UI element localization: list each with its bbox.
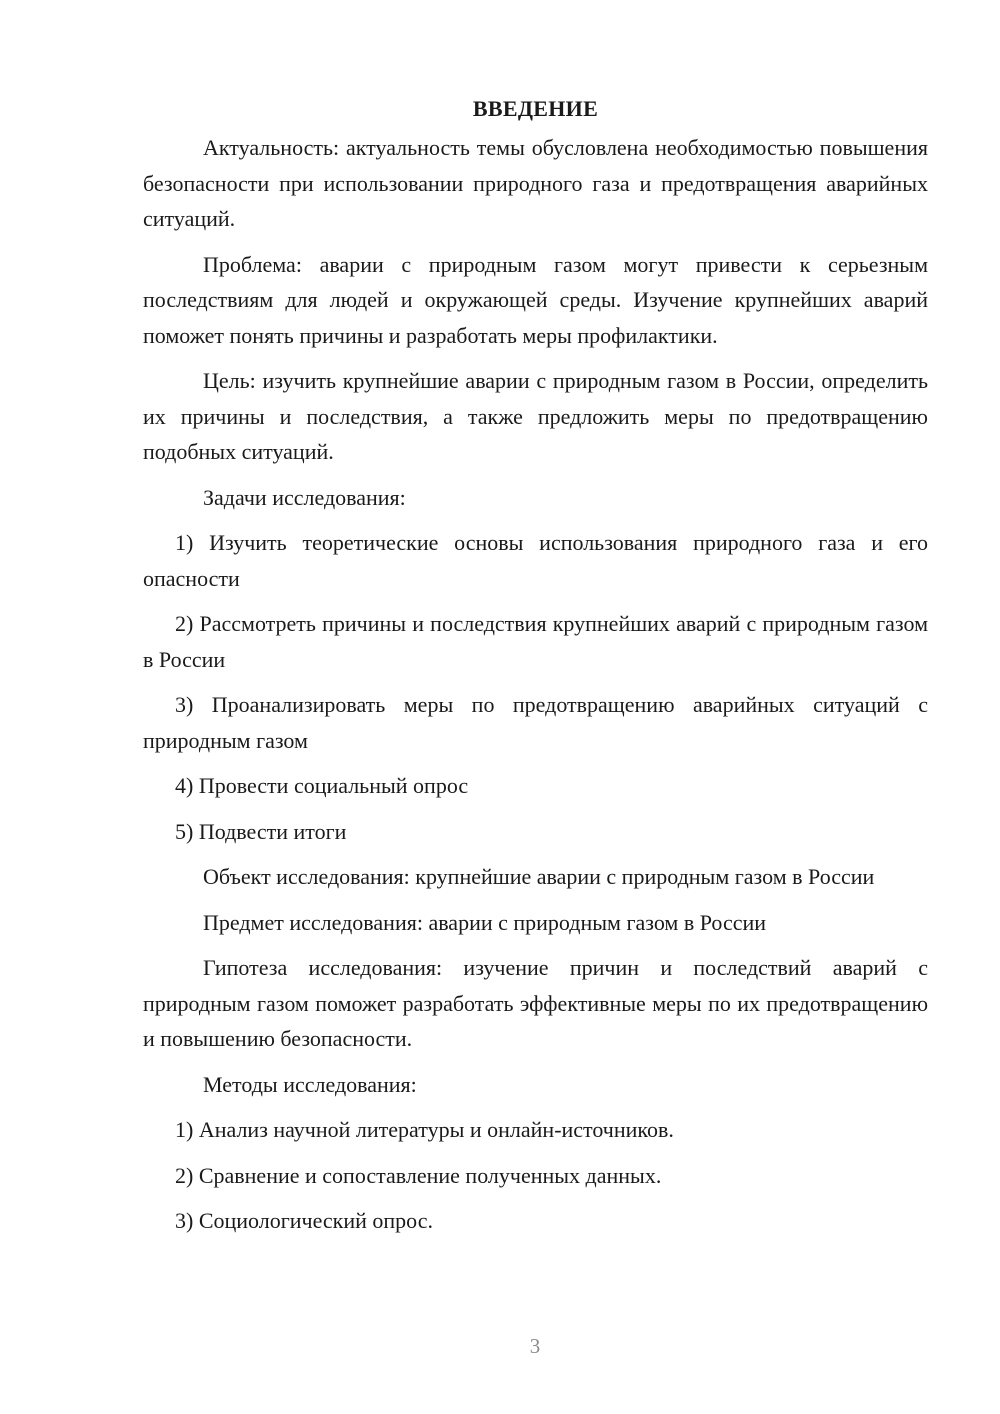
methods-heading: Методы исследования: (203, 1071, 417, 1097)
task-item: 4) Провести социальный опрос (175, 773, 469, 798)
object-paragraph: Объект исследования: крупнейшие аварии с природным газом в России (203, 864, 875, 889)
document-page (143, 92, 928, 1249)
method-item: 3) Социологический опрос. (175, 1208, 433, 1233)
tasks-heading: Задачи исследования: (203, 484, 406, 510)
task-item: 2) Рассмотреть причины и последствия крупнейших аварий с природным газом в России (143, 611, 928, 672)
page-number: 3 (529, 1334, 541, 1358)
page-title: ВВЕДЕНИЕ (472, 96, 599, 121)
goal-paragraph: Цель: изучить крупнейшие аварии с природным газом в России, определить их причины и последствия, а также предложить меры по предотвращению подобных ситуаций. (143, 368, 928, 464)
task-item: 5) Подвести итоги (175, 818, 347, 844)
task-item: 3) Проанализировать меры по предотвращению аварийных ситуаций с природным газом (143, 692, 928, 753)
relevance-paragraph: Актуальность: актуальность темы обусловлена необходимостью повышения безопасности при использовании природного газа и предотвращения аварийных ситуаций. (143, 135, 928, 231)
hypothesis-paragraph: Гипотеза исследования: изучение причин и последствий аварий с природным газом поможет разработать эффективные меры по их предотвращению и повышению безопасности. (143, 955, 928, 1051)
method-item: 2) Сравнение и сопоставление полученных данных. (175, 1162, 662, 1188)
method-item: 1) Анализ научной литературы и онлайн-источников. (175, 1117, 674, 1142)
subject-paragraph: Предмет исследования: аварии с природным газом в России (203, 909, 767, 935)
problem-paragraph: Проблема: аварии с природным газом могут привести к серьезным последствиям для людей и окружающей среды. Изучение крупнейших аварий поможет понять причины и разработать меры профилактики. (143, 251, 928, 348)
task-item: 1) Изучить теоретические основы использования природного газа и его опасности (143, 530, 928, 591)
